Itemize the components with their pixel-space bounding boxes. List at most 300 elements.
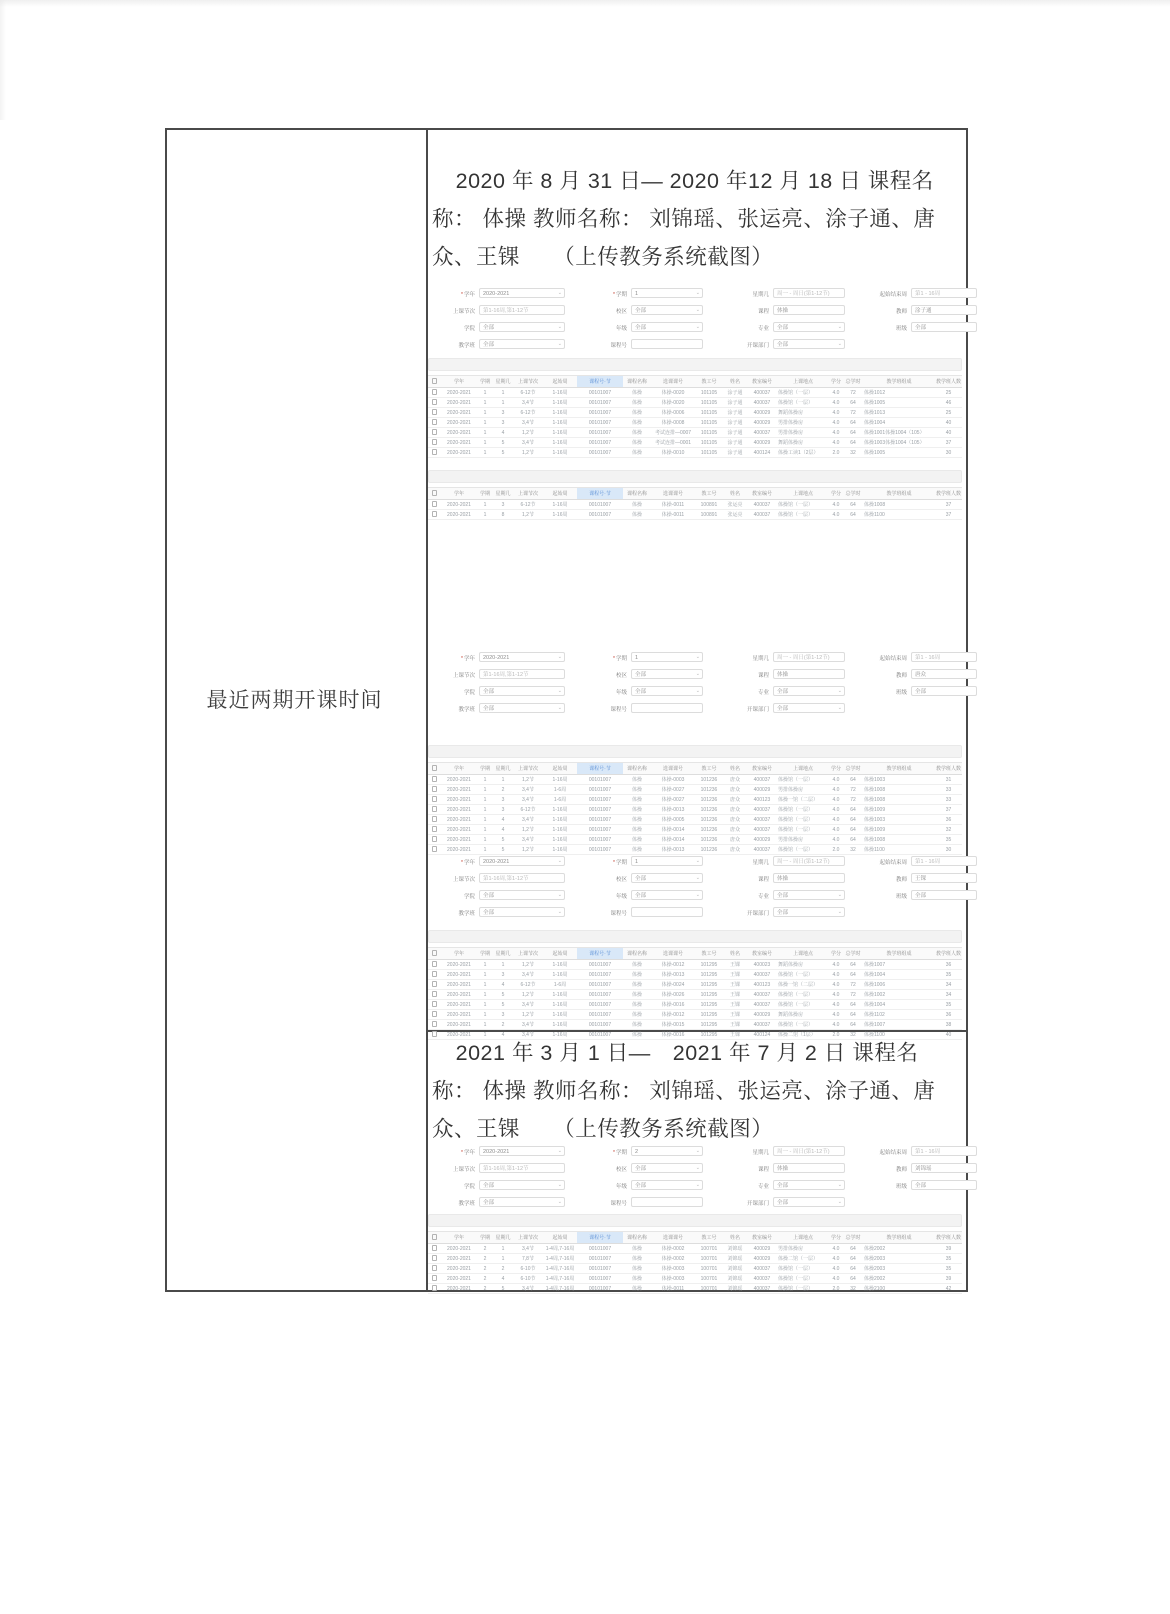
filter-select: 全部 ⌄ <box>631 322 703 332</box>
table-cell: 2020-2021 <box>441 438 477 448</box>
table-cell: 1 <box>477 438 493 448</box>
table-row <box>428 500 962 510</box>
table-cell: 1-16周 <box>543 1000 577 1010</box>
filter-input <box>631 907 703 917</box>
table-cell: 唐众 <box>723 825 747 835</box>
column-header: 课程名称 <box>623 763 651 775</box>
table-cell: 1-16周 <box>543 970 577 980</box>
filter-label: *学期 <box>613 860 627 866</box>
filter-label: *学年 <box>461 656 475 662</box>
table-cell: 00101007 <box>577 1000 623 1010</box>
table-cell: 101295 <box>695 990 723 1000</box>
table-cell: 00101007 <box>577 388 623 398</box>
table-cell: 2.0 <box>829 448 843 458</box>
chevron-down-icon: ⌄ <box>557 341 562 347</box>
checkbox-icon <box>432 490 438 496</box>
table-cell: 3,4节 <box>513 418 543 428</box>
table-cell: 体操1003 <box>863 775 935 785</box>
table-cell: 00101007 <box>577 1274 623 1284</box>
table-cell: 400037 <box>747 388 777 398</box>
table-cell: 101236 <box>695 825 723 835</box>
table-cell: 5 <box>493 1000 513 1010</box>
table-cell: 00101007 <box>577 785 623 795</box>
column-header: 教工号 <box>695 376 723 388</box>
table-cell: 体操2003 <box>863 1254 935 1264</box>
table-cell: 1 <box>493 398 513 408</box>
table-cell: 体操-0027 <box>651 785 695 795</box>
table-cell: 1-16周 <box>543 1020 577 1030</box>
table-cell: 1 <box>477 785 493 795</box>
table-cell: 400023 <box>747 960 777 970</box>
column-header: 上课节次 <box>513 763 543 775</box>
table-cell: 3,4节 <box>513 1000 543 1010</box>
table-cell: 3,4节 <box>513 1020 543 1030</box>
table-cell: 4.0 <box>829 1274 843 1284</box>
filter-label: 起始结束周 <box>879 860 907 866</box>
table-cell: 体操-0016 <box>651 1030 695 1040</box>
column-header: 教室编号 <box>747 763 777 775</box>
table-cell: 64 <box>843 1274 863 1284</box>
filter-label: 班级 <box>895 326 907 332</box>
table-cell: 2 <box>493 785 513 795</box>
table-cell: 400029 <box>747 1254 777 1264</box>
table-cell: 体操-0012 <box>651 960 695 970</box>
table-cell: 体操馆（一层） <box>777 845 829 855</box>
table-cell: 1-16周 <box>543 408 577 418</box>
table-cell: 体操1100 <box>863 510 935 520</box>
table-cell: 72 <box>843 388 863 398</box>
column-header: 学年 <box>441 376 477 388</box>
table-cell: 1-16周 <box>543 825 577 835</box>
table-row <box>428 398 962 408</box>
table-cell: 400029 <box>747 408 777 418</box>
table-cell: 100891 <box>695 500 723 510</box>
table-cell: 00101007 <box>577 1010 623 1020</box>
checkbox-icon <box>432 816 438 822</box>
checkbox-icon <box>432 1001 438 1007</box>
column-header: 星期几 <box>493 1232 513 1244</box>
filter-input: 全部 <box>911 890 977 900</box>
table-cell: 体操1005 <box>863 448 935 458</box>
column-header: 总学时 <box>843 948 863 960</box>
toolbar-band <box>428 470 962 483</box>
column-header: 总学时 <box>843 376 863 388</box>
table-cell: 400123 <box>747 980 777 990</box>
table-cell: 1-16周 <box>543 835 577 845</box>
table-cell: 4.0 <box>829 388 843 398</box>
table-cell: 36 <box>935 815 962 825</box>
table-cell: 王锞 <box>723 960 747 970</box>
table-cell: 400029 <box>747 835 777 845</box>
table-row <box>428 775 962 785</box>
column-header: 选课课号 <box>651 1232 695 1244</box>
table-cell: 4.0 <box>829 815 843 825</box>
table-cell: 5 <box>493 448 513 458</box>
table-cell: 3,4节 <box>513 1284 543 1294</box>
table-cell: 2020-2021 <box>441 1284 477 1294</box>
table-cell: 考试连排—0007 <box>651 428 695 438</box>
column-header: 选课课号 <box>651 763 695 775</box>
filter-label: 开课部门 <box>746 1201 769 1207</box>
filter-select: 全部 ⌄ <box>773 322 845 332</box>
table-cell: 1 <box>477 408 493 418</box>
checkbox-icon <box>432 765 438 771</box>
term1-description-paragraph: 2020 年 8 月 31 日— 2020 年12 月 18 日 课程名称： 体操 教师名称： 刘锦瑶、张运亮、涂子通、唐众、王锞 （上传教务系统截图） <box>432 169 936 269</box>
table-cell: 4.0 <box>829 990 843 1000</box>
filter-select: 全部 ⌄ <box>479 686 565 696</box>
table-cell: 5 <box>493 845 513 855</box>
table-cell: 64 <box>843 1020 863 1030</box>
table-cell: 37 <box>935 438 962 448</box>
table-cell: 1-6周 <box>543 980 577 990</box>
filter-label: 专业 <box>757 690 769 696</box>
filter-select: 全部 ⌄ <box>479 339 565 349</box>
filter-label: 开课部门 <box>746 911 769 917</box>
chevron-down-icon: ⌄ <box>695 688 700 694</box>
column-header: 教室编号 <box>747 1232 777 1244</box>
table-cell: 1 <box>477 1020 493 1030</box>
table-cell: 体操 <box>623 970 651 980</box>
table-cell: 体操 <box>623 805 651 815</box>
table-cell: 35 <box>935 835 962 845</box>
table-cell: 体操工读1（2层） <box>777 448 829 458</box>
table-cell: 3 <box>493 408 513 418</box>
filter-select: 2020-2021 ⌄ <box>479 1146 565 1156</box>
table-cell: 体操-0002 <box>651 1254 695 1264</box>
table-cell: 5 <box>493 990 513 1000</box>
chevron-down-icon: ⌄ <box>557 705 562 711</box>
table-cell: 1,2节 <box>513 510 543 520</box>
table-cell: 体操1007 <box>863 1020 935 1030</box>
table-cell: 王锞 <box>723 1000 747 1010</box>
table-row <box>428 825 962 835</box>
table-cell: 00101007 <box>577 815 623 825</box>
table-cell: 3,4节 <box>513 1030 543 1040</box>
table-cell: 2020-2021 <box>441 845 477 855</box>
column-header: 教工号 <box>695 763 723 775</box>
table-cell: 1-16周 <box>543 960 577 970</box>
table-cell: 2020-2021 <box>441 388 477 398</box>
chevron-down-icon: ⌄ <box>557 688 562 694</box>
table-cell: 00101007 <box>577 438 623 448</box>
filter-input <box>631 1197 703 1207</box>
checkbox-icon <box>432 776 438 782</box>
table-cell: 34 <box>935 980 962 990</box>
table-cell: 00101007 <box>577 775 623 785</box>
table-cell: 3,4节 <box>513 785 543 795</box>
system-screenshot-table-1 <box>425 358 970 458</box>
chevron-down-icon: ⌄ <box>837 688 842 694</box>
table-cell: 35 <box>935 1264 962 1274</box>
table-cell: 唐众 <box>723 815 747 825</box>
table-cell: 体操馆（一层） <box>777 388 829 398</box>
table-cell: 1-16周 <box>543 438 577 448</box>
table-cell: 王锞 <box>723 1030 747 1040</box>
table-cell: 4.0 <box>829 1000 843 1010</box>
table-row <box>428 785 962 795</box>
table-cell: 100891 <box>695 510 723 520</box>
column-header: 选课课号 <box>651 376 695 388</box>
table-cell: 4.0 <box>829 438 843 448</box>
table-cell: 2020-2021 <box>441 835 477 845</box>
filter-select: 全部 ⌄ <box>631 305 703 315</box>
column-header: 姓名 <box>723 376 747 388</box>
table-cell: 体操馆（一层） <box>777 500 829 510</box>
table-cell: 2020-2021 <box>441 970 477 980</box>
column-header: 上课节次 <box>513 488 543 500</box>
column-header: 姓名 <box>723 1232 747 1244</box>
chevron-down-icon: ⌄ <box>695 875 700 881</box>
table-cell: 101105 <box>695 438 723 448</box>
table-cell: 体操1008 <box>863 500 935 510</box>
table-row <box>428 408 962 418</box>
table-cell: 00101007 <box>577 500 623 510</box>
system-screenshot-filter-1 <box>425 288 970 366</box>
table-cell: 32 <box>935 825 962 835</box>
table-cell: 体操1004 <box>863 418 935 428</box>
table-cell: 4.0 <box>829 408 843 418</box>
table-cell: 张运亮 <box>723 510 747 520</box>
filter-label: 课程 <box>757 309 769 315</box>
table-cell: 1 <box>477 825 493 835</box>
table-cell: 体操1006 <box>863 980 935 990</box>
filter-label: 课程 <box>757 877 769 883</box>
table-cell: 体操 <box>623 448 651 458</box>
filter-select: 1 ⌄ <box>631 288 703 298</box>
filter-input: 体操 <box>773 873 845 883</box>
table-cell: 1 <box>477 835 493 845</box>
checkbox-icon <box>432 786 438 792</box>
filter-input: 唐众 <box>911 669 977 679</box>
system-screenshot-filter-3 <box>425 856 970 934</box>
table-cell: 涂子通 <box>723 398 747 408</box>
system-screenshot-table-2 <box>425 470 970 525</box>
table-cell: 体操馆（一层） <box>777 1264 829 1274</box>
table-cell: 4.0 <box>829 795 843 805</box>
filter-label: 班级 <box>895 1184 907 1190</box>
filter-label: *学期 <box>613 292 627 298</box>
filter-select: 全部 ⌄ <box>773 907 845 917</box>
column-header: 学分 <box>829 1232 843 1244</box>
table-cell: 3,4节 <box>513 438 543 448</box>
table-cell: 1 <box>477 775 493 785</box>
table-cell: 101295 <box>695 1030 723 1040</box>
chevron-down-icon: ⌄ <box>837 892 842 898</box>
table-cell: 体操馆（一层） <box>777 990 829 1000</box>
filter-input: 全部 <box>911 322 977 332</box>
table-cell: 2020-2021 <box>441 805 477 815</box>
filter-select: 全部 ⌄ <box>773 686 845 696</box>
table-cell: 36 <box>935 960 962 970</box>
filter-input: 周一 - 周日(第1-12节) <box>773 856 845 866</box>
table-cell: 体操1008 <box>863 785 935 795</box>
column-header: 教学班组成 <box>863 488 935 500</box>
table-cell: 64 <box>843 1254 863 1264</box>
table-cell: 4.0 <box>829 785 843 795</box>
filter-select: 2020-2021 ⌄ <box>479 288 565 298</box>
table-cell: 体操 <box>623 1020 651 1030</box>
table-cell: 2 <box>477 1274 493 1284</box>
table-cell: 2 <box>477 1264 493 1274</box>
table-cell: 体操 <box>623 980 651 990</box>
column-header: 上课地点 <box>777 1232 829 1244</box>
column-header: 教学班人数 <box>935 948 962 960</box>
table-cell: 体操-0026 <box>651 990 695 1000</box>
table-cell: 1 <box>477 428 493 438</box>
filter-label: 专业 <box>757 326 769 332</box>
table-cell: 101236 <box>695 785 723 795</box>
table-cell: 1 <box>477 398 493 408</box>
table-cell: 101295 <box>695 970 723 980</box>
table-cell: 101295 <box>695 980 723 990</box>
system-screenshot-filter-4 <box>425 1146 970 1224</box>
filter-select: 全部 ⌄ <box>479 703 565 713</box>
table-cell: 400037 <box>747 428 777 438</box>
table-cell: 体操-0011 <box>651 1284 695 1294</box>
filter-label: 上课节次 <box>452 1167 475 1173</box>
filter-label: *学期 <box>613 656 627 662</box>
filter-label: 开课部门 <box>746 707 769 713</box>
table-cell: 唐众 <box>723 775 747 785</box>
table-cell: 1,2节 <box>513 428 543 438</box>
table-row <box>428 1244 962 1254</box>
filter-label: 年级 <box>615 326 627 332</box>
system-screenshot-table-5 <box>425 1214 970 1292</box>
column-header: 学分 <box>829 948 843 960</box>
table-cell: 400037 <box>747 510 777 520</box>
table-row <box>428 438 962 448</box>
column-header: 学年 <box>441 948 477 960</box>
table-cell: 4.0 <box>829 1020 843 1030</box>
table-cell: 体操馆（一层） <box>777 1000 829 1010</box>
checkbox-icon <box>432 399 438 405</box>
table-cell: 5 <box>493 1284 513 1294</box>
filter-label: 开课部门 <box>746 343 769 349</box>
checkbox-icon <box>432 991 438 997</box>
filter-select: 全部 ⌄ <box>773 339 845 349</box>
filter-label: 专业 <box>757 894 769 900</box>
table-cell: 体操-0013 <box>651 805 695 815</box>
table-cell: 4.0 <box>829 1244 843 1254</box>
filter-select: 全部 ⌄ <box>773 1197 845 1207</box>
column-header: 起始周 <box>543 763 577 775</box>
filter-label: 课程 <box>757 673 769 679</box>
table-cell: 3 <box>493 795 513 805</box>
table-cell: 1-16周 <box>543 448 577 458</box>
table-cell: 72 <box>843 990 863 1000</box>
table-cell: 3 <box>493 805 513 815</box>
table-cell: 体操 <box>623 1274 651 1284</box>
table-cell: 体操1013 <box>863 408 935 418</box>
table-cell: 体操馆（一层） <box>777 510 829 520</box>
checkbox-icon <box>432 1255 438 1261</box>
table-cell: 体操二馆（1层） <box>777 1030 829 1040</box>
table-cell: 男排体操房 <box>777 418 829 428</box>
table-cell: 体操 <box>623 1244 651 1254</box>
table-cell: 2020-2021 <box>441 1254 477 1264</box>
chevron-down-icon: ⌄ <box>557 858 562 864</box>
filter-input: 周一 - 周日(第1-12节) <box>773 652 845 662</box>
table-cell: 体操馆（一层） <box>777 1274 829 1284</box>
table-cell: 1-4周,7-16周 <box>543 1264 577 1274</box>
table-cell: 64 <box>843 815 863 825</box>
filter-select: 2020-2021 ⌄ <box>479 856 565 866</box>
table-cell: 101105 <box>695 398 723 408</box>
table-cell: 体操1012 <box>863 388 935 398</box>
table-cell: 2020-2021 <box>441 428 477 438</box>
column-header: 星期几 <box>493 488 513 500</box>
table-cell: 3,4节 <box>513 835 543 845</box>
table-cell: 3 <box>493 970 513 980</box>
table-cell: 体操1100 <box>863 845 935 855</box>
table-cell: 1 <box>477 960 493 970</box>
table-cell: 2020-2021 <box>441 960 477 970</box>
filter-input: 涂子通 <box>911 305 977 315</box>
table-cell: 体操2002 <box>863 1274 935 1284</box>
table-cell: 体操 <box>623 960 651 970</box>
table-cell: 39 <box>935 1244 962 1254</box>
table-cell: 400029 <box>747 418 777 428</box>
table-cell: 刘锦瑶 <box>723 1284 747 1294</box>
table-cell: 1-16周 <box>543 1010 577 1020</box>
table-cell: 4.0 <box>829 960 843 970</box>
table-cell: 72 <box>843 795 863 805</box>
chevron-down-icon: ⌄ <box>695 1165 700 1171</box>
filter-label: 年级 <box>615 894 627 900</box>
chevron-down-icon: ⌄ <box>557 892 562 898</box>
table-row <box>428 960 962 970</box>
table-cell: 体操 <box>623 1030 651 1040</box>
filter-label: 校区 <box>615 309 627 315</box>
column-header: 课程号·节 <box>577 1232 623 1244</box>
table-cell: 体操馆（一层） <box>777 775 829 785</box>
table-cell: 体操-0014 <box>651 835 695 845</box>
table-cell: 唐众 <box>723 845 747 855</box>
results-table <box>428 375 962 458</box>
filter-label: 教师 <box>895 877 907 883</box>
table-cell: 2 <box>493 1020 513 1030</box>
chevron-down-icon: ⌄ <box>837 705 842 711</box>
filter-label: 起始结束周 <box>879 1150 907 1156</box>
table-cell: 64 <box>843 805 863 815</box>
table-cell: 3 <box>493 418 513 428</box>
filter-input: 第1 - 16周 <box>911 856 977 866</box>
filter-input: 体操 <box>773 305 845 315</box>
column-header: 教室编号 <box>747 488 777 500</box>
table-cell: 体操-0013 <box>651 970 695 980</box>
column-header: 上课地点 <box>777 948 829 960</box>
table-cell: 体操 <box>623 1254 651 1264</box>
checkbox-icon <box>432 961 438 967</box>
checkbox-icon <box>432 419 438 425</box>
table-cell: 35 <box>935 1000 962 1010</box>
table-cell: 4.0 <box>829 1264 843 1274</box>
table-cell: 00101007 <box>577 970 623 980</box>
table-cell: 4.0 <box>829 398 843 408</box>
column-header: 教室编号 <box>747 376 777 388</box>
table-cell: 64 <box>843 510 863 520</box>
table-cell: 2020-2021 <box>441 500 477 510</box>
table-cell: 2020-2021 <box>441 1264 477 1274</box>
filter-input: 第1 - 16周 <box>911 652 977 662</box>
table-cell: 00101007 <box>577 1254 623 1264</box>
table-cell: 3,4节 <box>513 815 543 825</box>
checkbox-icon <box>432 409 438 415</box>
table-cell: 4.0 <box>829 775 843 785</box>
table-cell: 38 <box>935 1020 962 1030</box>
filter-label: 校区 <box>615 673 627 679</box>
table-cell: 00101007 <box>577 835 623 845</box>
